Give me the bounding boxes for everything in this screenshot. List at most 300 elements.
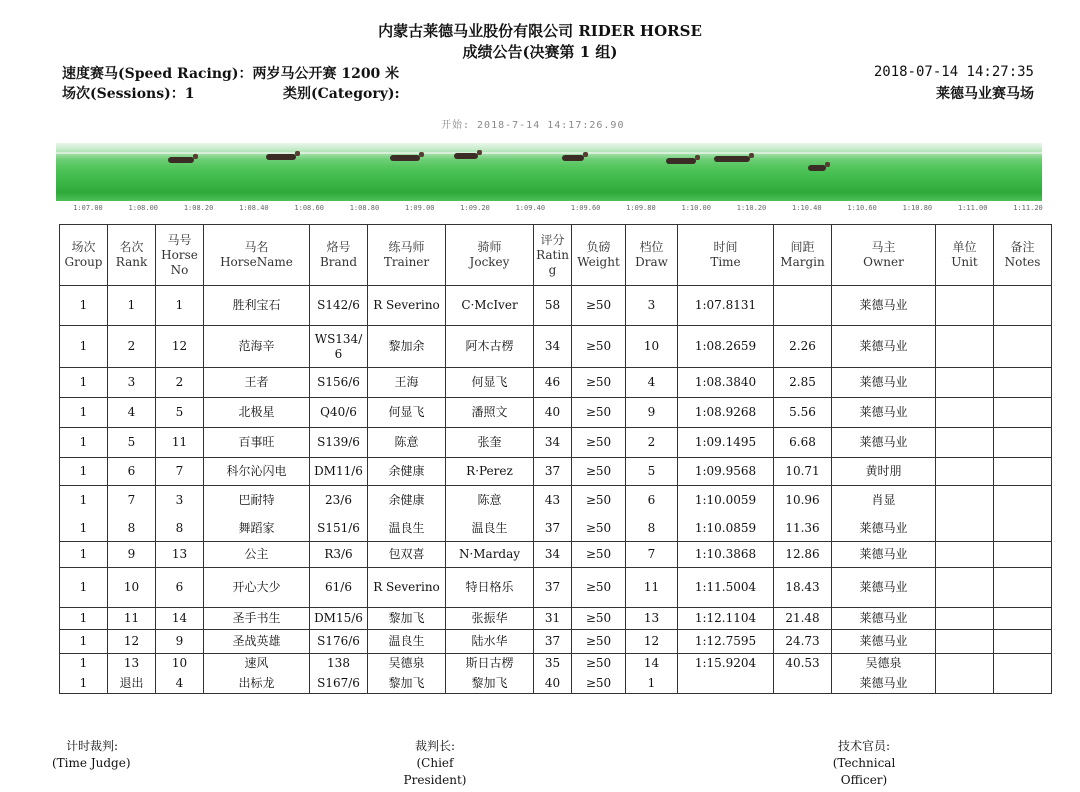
cell-unit (936, 654, 994, 674)
cell-draw: 12 (626, 630, 678, 654)
cell-jockey: 温良生 (446, 516, 534, 542)
cell-time: 1:07.8131 (678, 286, 774, 326)
results-subtitle: 成绩公告(决赛第 1 组) (462, 43, 618, 61)
session-label: 场次(Sessions)：1 (62, 86, 195, 102)
cell-notes (994, 516, 1052, 542)
timeline-tick: 1:09.00 (404, 204, 435, 212)
cell-group: 1 (60, 516, 108, 542)
cell-margin: 5.56 (774, 398, 832, 428)
column-header-en: Horse No (161, 247, 198, 277)
column-header-zh: 时间 (713, 240, 738, 254)
column-header-zh: 单位 (952, 240, 977, 254)
cell-rank: 12 (108, 630, 156, 654)
table-row (60, 630, 1052, 654)
table-row (60, 654, 1052, 674)
cell-margin: 2.26 (774, 326, 832, 368)
column-header (994, 225, 1052, 286)
cell-owner: 吴德泉 (832, 654, 936, 674)
cell-unit (936, 486, 994, 516)
horse-figure (666, 158, 696, 164)
cell-rank: 5 (108, 428, 156, 458)
column-header-en: Owner (863, 255, 904, 269)
cell-brand: S139/6 (310, 428, 368, 458)
cell-time: 1:12.7595 (678, 630, 774, 654)
cell-jockey: 特日格乐 (446, 568, 534, 608)
cell-margin (774, 286, 832, 326)
cell-owner: 莱德马业 (832, 674, 936, 694)
column-header-en: Margin (780, 255, 825, 269)
cell-notes (994, 428, 1052, 458)
cell-group: 1 (60, 630, 108, 654)
cell-group: 1 (60, 286, 108, 326)
cell-brand: DM15/6 (310, 608, 368, 630)
cell-trainer: R Severino (368, 286, 446, 326)
cell-name: 出标龙 (204, 674, 310, 694)
cell-margin: 21.48 (774, 608, 832, 630)
cell-jockey: N·Marday (446, 542, 534, 568)
column-header-zh: 档位 (639, 240, 664, 254)
cell-no: 3 (156, 486, 204, 516)
column-header (108, 225, 156, 286)
cell-rating: 34 (534, 326, 572, 368)
cell-rank: 11 (108, 608, 156, 630)
cell-brand: R3/6 (310, 542, 368, 568)
cell-owner: 莱德马业 (832, 542, 936, 568)
cell-draw: 5 (626, 458, 678, 486)
cell-group: 1 (60, 568, 108, 608)
cell-notes (994, 630, 1052, 654)
cell-group: 1 (60, 398, 108, 428)
cell-weight: ≥50 (572, 326, 626, 368)
cell-no: 6 (156, 568, 204, 608)
cell-trainer: 余健康 (368, 486, 446, 516)
cell-time: 1:08.3840 (678, 368, 774, 398)
cell-name: 百事旺 (204, 428, 310, 458)
cell-rank: 7 (108, 486, 156, 516)
cell-brand: 23/6 (310, 486, 368, 516)
cell-group: 1 (60, 368, 108, 398)
cell-name: 公主 (204, 542, 310, 568)
cell-rating: 58 (534, 286, 572, 326)
cell-owner: 莱德马业 (832, 398, 936, 428)
table-row (60, 674, 1052, 694)
cell-margin (774, 674, 832, 694)
cell-time: 1:10.0859 (678, 516, 774, 542)
cell-name: 北极星 (204, 398, 310, 428)
cell-group: 1 (60, 654, 108, 674)
cell-name: 开心大少 (204, 568, 310, 608)
time-judge-label-en: (Time Judge) (52, 756, 131, 770)
cell-time: 1:15.9204 (678, 654, 774, 674)
cell-draw: 6 (626, 486, 678, 516)
cell-rank: 9 (108, 542, 156, 568)
horse-figure (562, 155, 584, 161)
cell-rank: 6 (108, 458, 156, 486)
cell-weight: ≥50 (572, 286, 626, 326)
column-header-en: Weight (577, 255, 620, 269)
cell-unit (936, 368, 994, 398)
cell-weight: ≥50 (572, 458, 626, 486)
timeline-tick: 1:10.20 (736, 204, 767, 212)
cell-draw: 2 (626, 428, 678, 458)
cell-notes (994, 654, 1052, 674)
cell-trainer: R Severino (368, 568, 446, 608)
cell-margin: 11.36 (774, 516, 832, 542)
cell-rank: 2 (108, 326, 156, 368)
horse-figure (808, 165, 826, 171)
cell-rating: 37 (534, 630, 572, 654)
cell-weight: ≥50 (572, 608, 626, 630)
cell-notes (994, 608, 1052, 630)
chief-label-en: (Chief President) (403, 756, 467, 787)
cell-notes (994, 542, 1052, 568)
cell-notes (994, 674, 1052, 694)
horse-figure (390, 155, 420, 161)
cell-brand: S151/6 (310, 516, 368, 542)
cell-no: 14 (156, 608, 204, 630)
table-row (60, 608, 1052, 630)
cell-draw: 3 (626, 286, 678, 326)
cell-name: 巴耐特 (204, 486, 310, 516)
cell-group: 1 (60, 674, 108, 694)
cell-margin: 40.53 (774, 654, 832, 674)
column-header-en: Draw (635, 255, 668, 269)
cell-rank: 退出 (108, 674, 156, 694)
cell-trainer: 包双喜 (368, 542, 446, 568)
cell-group: 1 (60, 486, 108, 516)
column-header (534, 225, 572, 286)
table-row (60, 486, 1052, 516)
cell-jockey: 阿木古楞 (446, 326, 534, 368)
race-track-image (56, 143, 1042, 201)
cell-no: 13 (156, 542, 204, 568)
cell-rating: 40 (534, 398, 572, 428)
cell-owner: 莱德马业 (832, 608, 936, 630)
cell-draw: 8 (626, 516, 678, 542)
cell-trainer: 温良生 (368, 630, 446, 654)
cell-draw: 9 (626, 398, 678, 428)
cell-trainer: 余健康 (368, 458, 446, 486)
column-header-zh: 马号 (167, 232, 192, 247)
column-header-zh: 负磅 (586, 240, 611, 254)
cell-trainer: 何显飞 (368, 398, 446, 428)
cell-margin: 12.86 (774, 542, 832, 568)
cell-time: 1:12.1104 (678, 608, 774, 630)
cell-trainer: 吴德泉 (368, 654, 446, 674)
cell-rank: 3 (108, 368, 156, 398)
cell-no: 7 (156, 458, 204, 486)
timeline-tick: 1:10.60 (847, 204, 877, 212)
cell-owner: 莱德马业 (832, 516, 936, 542)
cell-brand: WS134/6 (310, 326, 368, 368)
cell-owner: 黄时朋 (832, 458, 936, 486)
cell-weight: ≥50 (572, 654, 626, 674)
chief-signature (385, 738, 485, 789)
cell-notes (994, 286, 1052, 326)
column-header-zh: 练马师 (388, 240, 425, 254)
timeline-tick: 1:08.40 (239, 204, 269, 212)
timeline-tick: 1:10.00 (681, 204, 711, 212)
cell-time: 1:11.5004 (678, 568, 774, 608)
cell-jockey: 张奎 (446, 428, 534, 458)
cell-draw: 11 (626, 568, 678, 608)
cell-rank: 8 (108, 516, 156, 542)
cell-rating: 37 (534, 458, 572, 486)
timeline-tick: 1:10.80 (902, 204, 933, 212)
cell-no: 4 (156, 674, 204, 694)
cell-trainer: 黎加飞 (368, 674, 446, 694)
cell-jockey: 陆水华 (446, 630, 534, 654)
table-row (60, 326, 1052, 368)
column-header (774, 225, 832, 286)
cell-notes (994, 398, 1052, 428)
cell-draw: 4 (626, 368, 678, 398)
cell-weight: ≥50 (572, 428, 626, 458)
column-header-zh: 马名 (244, 240, 269, 254)
cell-rating: 40 (534, 674, 572, 694)
cell-jockey: 潘照文 (446, 398, 534, 428)
column-header (446, 225, 534, 286)
column-header-zh: 马主 (871, 240, 896, 254)
cell-jockey: 斯日古楞 (446, 654, 534, 674)
cell-weight: ≥50 (572, 630, 626, 654)
table-row (60, 368, 1052, 398)
cell-name: 圣手书生 (204, 608, 310, 630)
table-row (60, 428, 1052, 458)
table-row (60, 398, 1052, 428)
cell-rating: 34 (534, 542, 572, 568)
officer-label-zh: 技术官员: (837, 739, 891, 753)
column-header (60, 225, 108, 286)
cell-weight: ≥50 (572, 516, 626, 542)
cell-trainer: 黎加飞 (368, 608, 446, 630)
cell-name: 圣战英雄 (204, 630, 310, 654)
cell-unit (936, 326, 994, 368)
timeline-tick: 1:08.20 (183, 204, 214, 212)
cell-unit (936, 516, 994, 542)
cell-margin: 6.68 (774, 428, 832, 458)
cell-no: 2 (156, 368, 204, 398)
column-header-en: Unit (951, 255, 978, 269)
cell-time: 1:08.9268 (678, 398, 774, 428)
cell-margin: 18.43 (774, 568, 832, 608)
timeline-tick: 1:08.00 (128, 204, 159, 212)
cell-brand: S167/6 (310, 674, 368, 694)
table-row (60, 458, 1052, 486)
cell-brand: S156/6 (310, 368, 368, 398)
column-header (678, 225, 774, 286)
cell-unit (936, 542, 994, 568)
cell-no: 1 (156, 286, 204, 326)
cell-jockey: 何显飞 (446, 368, 534, 398)
company-title: 内蒙古莱德马业股份有限公司 RIDER HORSE (378, 22, 702, 40)
cell-no: 11 (156, 428, 204, 458)
cell-draw: 1 (626, 674, 678, 694)
officer-label-en: (Technical Officer) (832, 756, 896, 787)
cell-weight: ≥50 (572, 398, 626, 428)
timeline-tick: 1:07.00 (73, 204, 103, 212)
cell-no: 12 (156, 326, 204, 368)
column-header-en: Group (64, 255, 103, 269)
cell-unit (936, 458, 994, 486)
time-judge-signature (52, 738, 152, 772)
cell-rating: 37 (534, 516, 572, 542)
timeline-tick: 1:10.40 (792, 204, 822, 212)
cell-notes (994, 568, 1052, 608)
cell-group: 1 (60, 542, 108, 568)
cell-owner: 莱德马业 (832, 286, 936, 326)
report-datetime: 2018-07-14 14:27:35 (873, 64, 1034, 80)
column-header-zh: 备注 (1010, 240, 1035, 254)
column-header (936, 225, 994, 286)
cell-unit (936, 428, 994, 458)
horse-figure (454, 153, 478, 159)
cell-rating: 43 (534, 486, 572, 516)
cell-trainer: 黎加余 (368, 326, 446, 368)
cell-rank: 1 (108, 286, 156, 326)
timeline-tick: 1:09.40 (515, 204, 546, 212)
column-header-en: Brand (319, 255, 358, 269)
cell-unit (936, 286, 994, 326)
cell-owner: 莱德马业 (832, 568, 936, 608)
cell-unit (936, 398, 994, 428)
timeline-tick: 1:08.80 (349, 204, 380, 212)
cell-name: 范海辛 (204, 326, 310, 368)
cell-weight: ≥50 (572, 674, 626, 694)
cell-draw: 7 (626, 542, 678, 568)
race-name: 速度赛马(Speed Racing)：两岁马公开赛 1200 米 (62, 66, 400, 82)
cell-group: 1 (60, 326, 108, 368)
cell-notes (994, 486, 1052, 516)
cell-no: 5 (156, 398, 204, 428)
timeline-tick: 1:09.20 (460, 204, 490, 212)
chief-label-zh: 裁判长: (414, 739, 456, 753)
column-header-zh: 烙号 (326, 240, 351, 254)
cell-owner: 肖显 (832, 486, 936, 516)
cell-notes (994, 368, 1052, 398)
column-header-en: Jockey (469, 255, 510, 269)
table-row (60, 568, 1052, 608)
column-header-zh: 评分 (540, 232, 565, 247)
column-header-en: Rating (536, 247, 569, 277)
cell-notes (994, 326, 1052, 368)
column-header (572, 225, 626, 286)
column-header (368, 225, 446, 286)
column-header-en: HorseName (220, 255, 293, 269)
cell-name: 舞蹈家 (204, 516, 310, 542)
table-row (60, 542, 1052, 568)
cell-draw: 13 (626, 608, 678, 630)
timeline-scale (56, 204, 1042, 216)
column-header (204, 225, 310, 286)
cell-no: 10 (156, 654, 204, 674)
cell-rating: 46 (534, 368, 572, 398)
cell-jockey: R·Perez (446, 458, 534, 486)
cell-weight: ≥50 (572, 368, 626, 398)
cell-group: 1 (60, 608, 108, 630)
cell-unit (936, 674, 994, 694)
cell-group: 1 (60, 428, 108, 458)
column-header (832, 225, 936, 286)
cell-rank: 13 (108, 654, 156, 674)
timeline-tick: 1:09.80 (626, 204, 656, 212)
cell-notes (994, 458, 1052, 486)
cell-time: 1:10.3868 (678, 542, 774, 568)
cell-margin: 2.85 (774, 368, 832, 398)
column-header-zh: 间距 (790, 240, 815, 254)
time-judge-label-zh: 计时裁判: (66, 739, 119, 753)
technical-officer-signature (808, 738, 920, 789)
venue-name: 莱德马业赛马场 (936, 86, 1034, 102)
cell-rank: 4 (108, 398, 156, 428)
cell-brand: 61/6 (310, 568, 368, 608)
table-row (60, 516, 1052, 542)
cell-brand: S142/6 (310, 286, 368, 326)
cell-owner: 莱德马业 (832, 428, 936, 458)
cell-owner: 莱德马业 (832, 326, 936, 368)
cell-jockey: 黎加飞 (446, 674, 534, 694)
cell-time: 1:10.0059 (678, 486, 774, 516)
cell-margin: 10.71 (774, 458, 832, 486)
cell-owner: 莱德马业 (832, 368, 936, 398)
cell-weight: ≥50 (572, 568, 626, 608)
cell-rating: 37 (534, 568, 572, 608)
cell-owner: 莱德马业 (832, 630, 936, 654)
cell-time (678, 674, 774, 694)
cell-brand: DM11/6 (310, 458, 368, 486)
cell-draw: 14 (626, 654, 678, 674)
cell-unit (936, 608, 994, 630)
column-header (310, 225, 368, 286)
cell-rank: 10 (108, 568, 156, 608)
cell-name: 胜利宝石 (204, 286, 310, 326)
timeline-tick: 1:11.00 (957, 204, 988, 212)
horse-figure (168, 157, 194, 163)
cell-jockey: 陈意 (446, 486, 534, 516)
cell-margin: 24.73 (774, 630, 832, 654)
table-header-row (60, 225, 1052, 286)
cell-trainer: 温良生 (368, 516, 446, 542)
timeline-tick: 1:09.60 (570, 204, 601, 212)
cell-rating: 35 (534, 654, 572, 674)
timeline-tick: 1:11.20 (1013, 204, 1043, 212)
horse-figure (714, 156, 750, 162)
start-time: 开始: 2018-7-14 14:17:26.90 (441, 120, 625, 131)
results-table (59, 224, 1052, 694)
cell-brand: S176/6 (310, 630, 368, 654)
column-header-zh: 名次 (119, 240, 144, 254)
column-header (626, 225, 678, 286)
cell-no: 9 (156, 630, 204, 654)
cell-trainer: 陈意 (368, 428, 446, 458)
column-header-en: Notes (1004, 255, 1041, 269)
cell-time: 1:09.9568 (678, 458, 774, 486)
cell-rating: 31 (534, 608, 572, 630)
cell-brand: Q40/6 (310, 398, 368, 428)
column-header-en: Time (710, 255, 741, 269)
column-header (156, 225, 204, 286)
category-label: 类别(Category): (283, 86, 400, 102)
cell-unit (936, 568, 994, 608)
cell-time: 1:08.2659 (678, 326, 774, 368)
cell-jockey: 张振华 (446, 608, 534, 630)
table-row (60, 286, 1052, 326)
cell-name: 速风 (204, 654, 310, 674)
cell-weight: ≥50 (572, 486, 626, 516)
column-header-en: Trainer (383, 255, 430, 269)
horse-figure (266, 154, 296, 160)
cell-rating: 34 (534, 428, 572, 458)
